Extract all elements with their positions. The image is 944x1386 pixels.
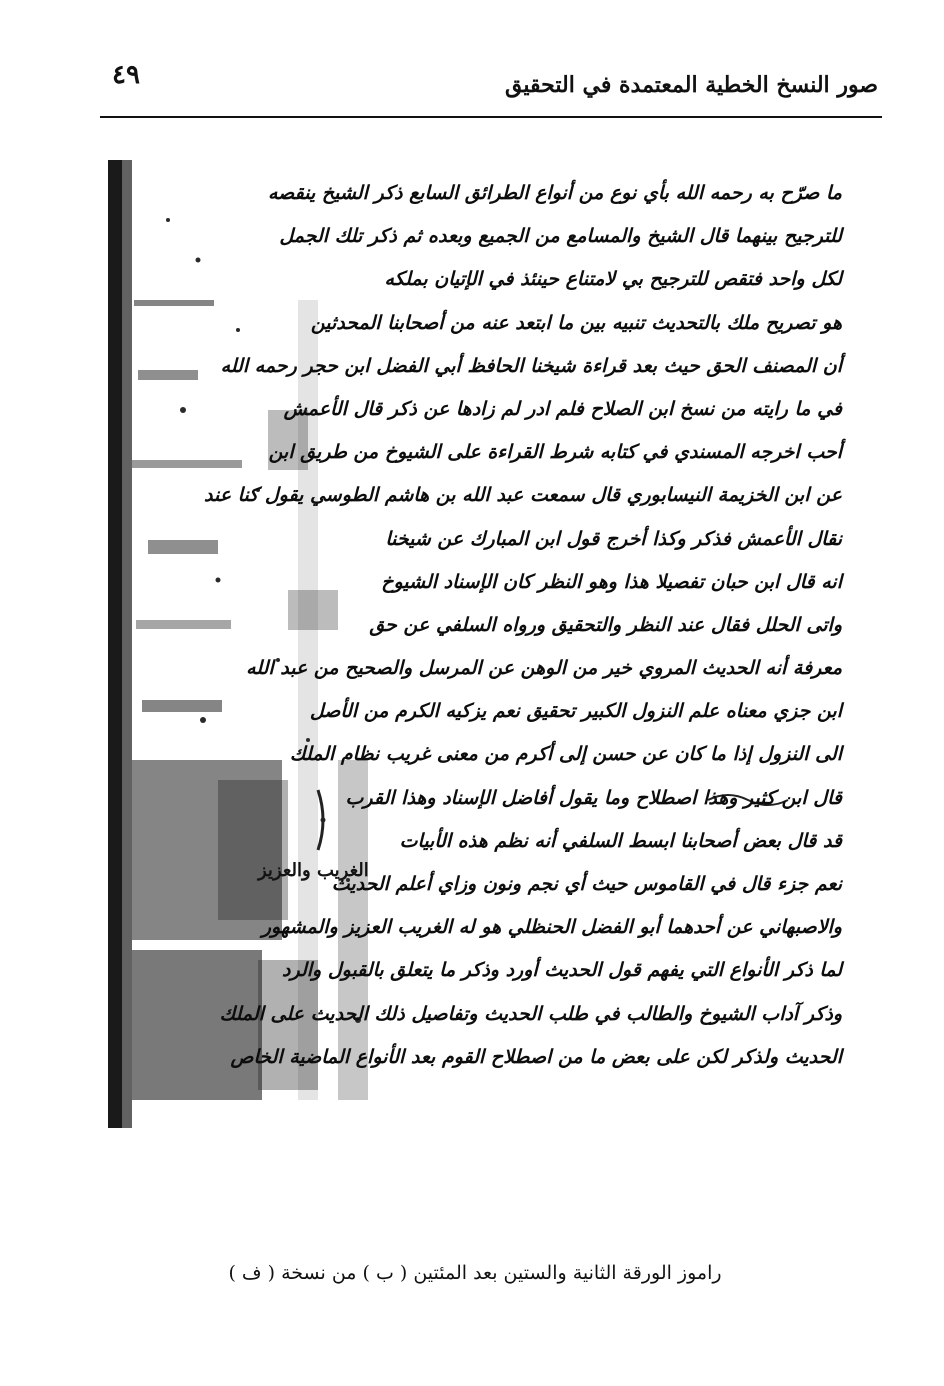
- manuscript-line: لما ذكر الأنواع التي يفهم قول الحديث أورد وذكر ما يتعلق بالقبول والرد: [282, 959, 842, 982]
- manuscript-line: والاصبهاني عن أحدهما أبو الفضل الحنظلي هو له الغريب العزيز والمشهور: [261, 916, 842, 939]
- manuscript-text: [204, 172, 842, 1079]
- manuscript-line: نقال الأعمش فذكر وكذا أخرج قول ابن المبارك عن شيخنا: [385, 527, 842, 550]
- manuscript-line: وذكر آداب الشيوخ والطالب في طلب الحديث وتفاصيل ذلك الحديث على الملك: [219, 1002, 842, 1025]
- page-header: [100, 58, 882, 118]
- manuscript-line: هو تصريح ملك بالتحديث تنبيه بين ما ابتعد عنه من أصحابنا المحدثين: [310, 311, 842, 334]
- book-title: صور النسخ الخطية المعتمدة في التحقيق: [505, 72, 878, 98]
- manuscript-line: ابن جزي معناه علم النزول الكبير تحقيق نعم يزكيه الكرم من الأصل: [309, 700, 842, 723]
- page-number: ٤٩: [112, 60, 140, 90]
- manuscript-scan: [108, 160, 856, 1128]
- binding-edge: [108, 160, 122, 1128]
- manuscript-line: قد قال بعض أصحابنا ابسط السلفي أنه نظم هذه الأبيات: [399, 829, 842, 852]
- manuscript-line: أن المصنف الحق حيث بعد قراءة شيخنا الحافظ أبي الفضل ابن حجر رحمه الله: [220, 354, 842, 377]
- manuscript-line: الحديث ولذكر لكن على بعض ما من اصطلاح القوم بعد الأنواع الماضية الخاص: [230, 1045, 842, 1068]
- manuscript-line: قال ابن كثير وهذا اصطلاح وما يقول أفاضل الإسناد وهذا القرب: [345, 786, 842, 809]
- manuscript-line: واتى الحلل فقال عند النظر والتحقيق ورواه السلفي عن حق: [369, 613, 842, 636]
- manuscript-line: انه قال ابن حبان تفصيلا هذا وهو النظر كان الإسناد الشيوخ: [381, 570, 842, 593]
- manuscript-line: عن ابن الخزيمة النيسابوري قال سمعت عبد الله بن هاشم الطوسي يقول كنا عند: [204, 484, 842, 507]
- manuscript-line: الى النزول إذا ما كان عن حسن إلى أكرم من معنى غريب نظام الملك: [289, 743, 842, 766]
- manuscript-line: ما صرّح به رحمه الله بأي نوع من أنواع الطرائق السابع ذكر الشيخ ينقصه: [267, 182, 842, 204]
- margin-note: الغريب والعزيز: [258, 860, 369, 881]
- manuscript-line: للترجيح بينهما قال الشيخ والمسامع من الجميع وبعده ثم ذكر تلك الجمل: [279, 225, 842, 248]
- manuscript-line: أحب اخرجه المسندي في كتابه شرط القراءة على الشيوخ من طريق ابن: [268, 441, 842, 464]
- figure-caption: راموز الورقة الثانية والستين بعد المئتين ( ب ) من نسخة ( ف ): [228, 1262, 722, 1284]
- manuscript-line: لكل واحد فتقص للترجيح بي لامتناع حينئذ في الإتيان بملكه: [384, 268, 842, 291]
- manuscript-line: نعم جزء قال في القاموس حيث أي نجم ونون وزاي أعلم الحديث: [331, 873, 842, 895]
- manuscript-line: معرفة أنه الحديث المروي خير من الوهن عن المرسل والصحيح من عبد الله: [246, 657, 842, 680]
- manuscript-line: في ما رايته من نسخ ابن الصلاح فلم ادر لم زادها عن ذكر قال الأعمش: [283, 397, 842, 420]
